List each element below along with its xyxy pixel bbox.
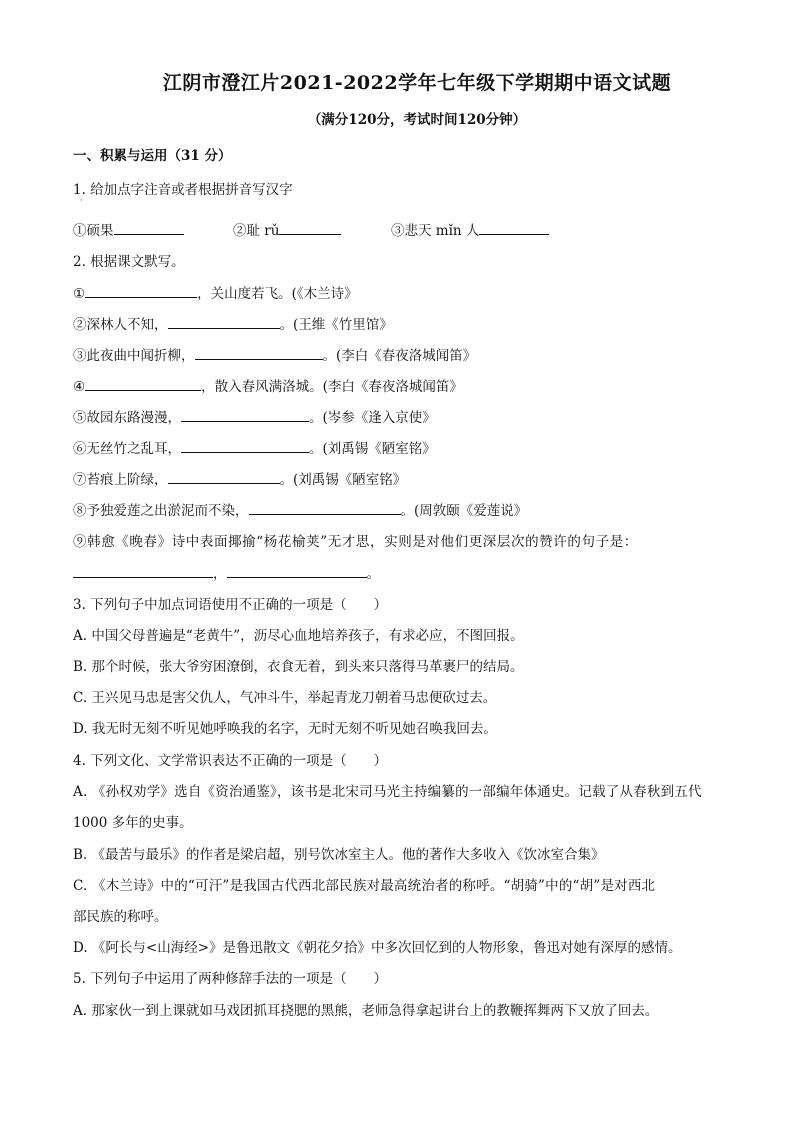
q4-option-c-cont: 部民族的称呼。 (73, 909, 168, 925)
answer-blank[interactable] (85, 376, 201, 391)
answer-blank[interactable] (279, 220, 341, 235)
page-title: 江阴市澄江片2021-2022学年七年级下学期期中语文试题 (162, 72, 672, 94)
answer-blank[interactable] (181, 438, 309, 453)
recite-line-4: ④ ，散入春风满洛城。(李白《春夜洛城闻笛》 (73, 376, 463, 397)
question-5-stem: 5. 下列句子中运用了两种修辞手法的一项是（ ） (73, 971, 388, 987)
recite-line-8: ⑧予独爱莲之出淤泥而不染， 。(周敦颐《爱莲说》 (73, 500, 527, 521)
answer-blank[interactable] (479, 220, 549, 235)
recite-line-2: ②深林人不知， 。(王维《竹里馆》 (73, 314, 393, 335)
answer-blank[interactable] (249, 500, 401, 515)
q3-option-d: D. 我无时无刻不听见她呼唤我的名字，无时无刻不听见她召唤我回去。 (73, 721, 497, 737)
emphasis-dot: · (80, 196, 83, 205)
q4-option-c: C. 《木兰诗》中的“可汗”是我国古代西北部民族对最高统治者的称呼。“胡骑”中的“胡”是对西北 (73, 878, 656, 894)
answer-blank[interactable] (181, 407, 309, 422)
answer-blank[interactable] (85, 283, 197, 298)
q5-option-a: A. 那家伙一到上课就如马戏团抓耳挠腮的黑熊，老师急得拿起讲台上的教鞭挥舞两下又放了回去。 (73, 1003, 659, 1019)
q1-item-3: ③悲天 mǐn 人 (391, 220, 549, 241)
recite-line-5: ⑤故园东路漫漫， 。(岑参《逢入京使》 (73, 407, 436, 428)
q1-item-1: ①硕果 (73, 220, 184, 241)
question-2-stem: 2. 根据课文默写。 (73, 254, 185, 270)
q3-option-c: C. 王兴见马忠是害父仇人，气冲斗牛，举起青龙刀朝着马忠便砍过去。 (73, 690, 497, 706)
answer-blank[interactable] (195, 345, 323, 360)
recite-line-9: ⑨韩愈《晚春》诗中表面揶揄“杨花榆荚”无才思，实则是对他们更深层次的赞许的句子是： (73, 534, 638, 550)
question-3-stem: 3. 下列句子中加点词语使用不正确的一项是（ ） (73, 597, 388, 613)
recite-line-1: ① ，关山度若飞。(《木兰诗》 (73, 283, 358, 304)
answer-blank[interactable] (168, 314, 280, 329)
question-4-stem: 4. 下列文化、文学常识表达不正确的一项是（ ） (73, 753, 388, 769)
answer-blank[interactable] (73, 563, 213, 578)
answer-blank[interactable] (114, 220, 184, 235)
recite-line-9-answer: ， 。 (73, 563, 380, 584)
answer-blank[interactable] (227, 563, 367, 578)
q4-option-a: A. 《孙权劝学》选自《资治通鉴》，该书是北宋司马光主持编纂的一部编年体通史。记载了从春秋到五代 (73, 784, 702, 800)
q3-option-a: A. 中国父母普遍是“老黄牛”，沥尽心血地培养孩子，有求必应，不图回报。 (73, 628, 524, 644)
q4-option-a-cont: 1000 多年的史事。 (73, 815, 193, 831)
q4-option-b: B. 《最苦与最乐》的作者是梁启超，别号饮冰室主人。他的著作大多收入《饮冰室合集》 (73, 847, 605, 863)
recite-line-6: ⑥无丝竹之乱耳， 。(刘禹锡《陋室铭》 (73, 438, 436, 459)
q1-item-2: ②耻 rǔ (233, 220, 341, 241)
q4-option-d: D. 《阿长与<山海经>》是鲁迅散文《朝花夕拾》中多次回忆到的人物形象，鲁迅对她有深厚的感情。 (73, 940, 682, 956)
question-1-stem: 1. 给加点字注音或者根据拼音写汉字 (73, 182, 293, 198)
q3-option-b: B. 那个时候，张大爷穷困潦倒，衣食无着，到头来只落得马革裹尸的结局。 (73, 659, 524, 675)
recite-line-3: ③此夜曲中闻折柳， 。(李白《春夜洛城闻笛》 (73, 345, 476, 366)
answer-blank[interactable] (168, 469, 280, 484)
page-subtitle: （满分120分，考试时间120分钟） (307, 112, 527, 128)
section-heading: 一、积累与运用（31 分） (73, 148, 232, 164)
recite-line-7: ⑦苔痕上阶绿， 。(刘禹锡《陋室铭》 (73, 469, 406, 490)
